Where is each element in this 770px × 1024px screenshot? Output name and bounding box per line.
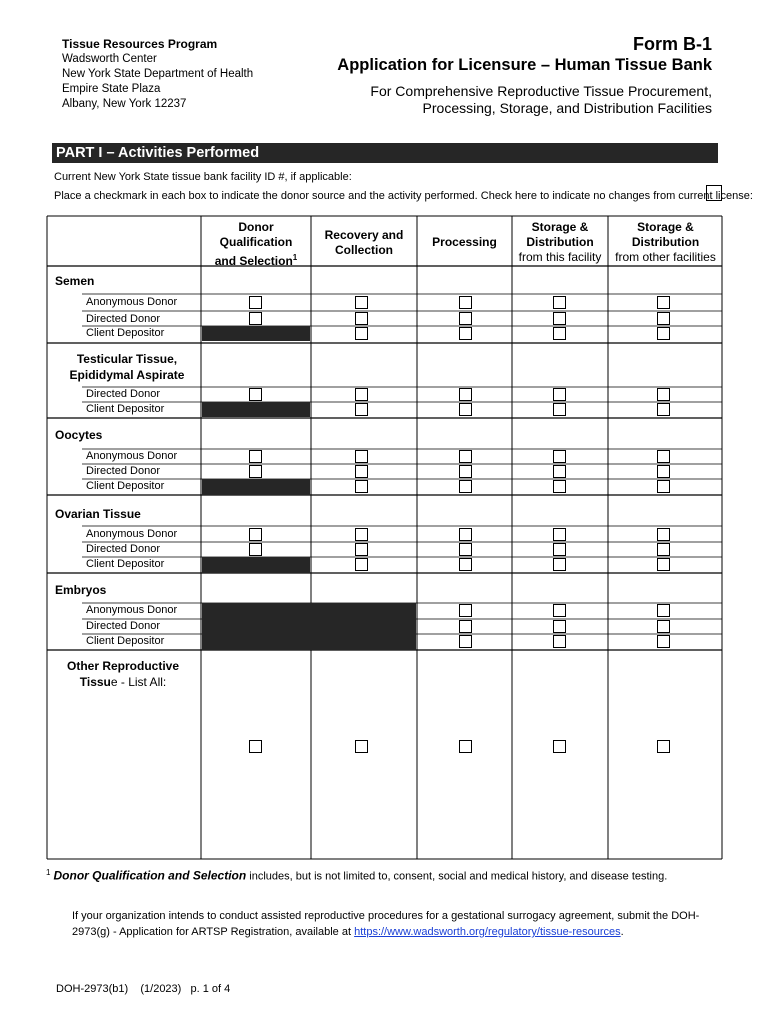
activity-checkbox[interactable] — [657, 296, 670, 309]
activity-checkbox[interactable] — [553, 543, 566, 556]
activity-checkbox[interactable] — [459, 604, 472, 617]
activity-checkbox[interactable] — [553, 480, 566, 493]
row-label-oocytes-directed: Directed Donor — [86, 465, 160, 477]
activity-checkbox[interactable] — [553, 465, 566, 478]
row-label-embryos-client: Client Depositor — [86, 635, 165, 647]
shaded-cell — [202, 479, 310, 495]
row-label-ovarian-anonymous: Anonymous Donor — [86, 528, 178, 540]
column-header-donor-qualification: Donor Qualification and Selection$^1$ — [214, 220, 298, 268]
document-footer: DOH-2973(b1) (1/2023) p. 1 of 4 — [56, 983, 231, 995]
activity-checkbox[interactable] — [249, 528, 262, 541]
activity-checkbox[interactable] — [657, 528, 670, 541]
row-label-oocytes-anonymous: Anonymous Donor — [86, 450, 178, 462]
activity-checkbox[interactable] — [355, 465, 368, 478]
section-title-ovarian-tissue: Ovarian Tissue — [55, 507, 141, 521]
activity-checkbox[interactable] — [459, 558, 472, 571]
instruction-text: Place a checkmark in each box to indicate the donor source and the activity performed. Check here to indicate no changes from current license: — [54, 190, 753, 202]
shaded-cell — [202, 603, 416, 650]
activity-checkbox[interactable] — [657, 465, 670, 478]
activity-checkbox[interactable] — [249, 543, 262, 556]
activity-checkbox[interactable] — [553, 604, 566, 617]
row-label-embryos-anonymous: Anonymous Donor — [86, 604, 178, 616]
activity-checkbox[interactable] — [459, 543, 472, 556]
footnote: $^1$ Donor Qualification and Selection includes, but is not limited to, consent, social and medical history, and disease testing. — [46, 868, 668, 883]
activity-checkbox[interactable] — [553, 620, 566, 633]
activity-checkbox[interactable] — [355, 543, 368, 556]
activity-checkbox[interactable] — [459, 388, 472, 401]
activity-checkbox[interactable] — [459, 620, 472, 633]
activity-checkbox[interactable] — [355, 558, 368, 571]
row-label-oocytes-client: Client Depositor — [86, 480, 165, 492]
activity-checkbox[interactable] — [657, 604, 670, 617]
address-line: New York State Department of Health — [62, 68, 254, 80]
activity-checkbox[interactable] — [355, 327, 368, 340]
activity-checkbox[interactable] — [355, 450, 368, 463]
shaded-cell — [202, 557, 310, 573]
activity-checkbox[interactable] — [459, 528, 472, 541]
address-line: Empire State Plaza — [62, 83, 161, 95]
activity-checkbox[interactable] — [249, 740, 262, 753]
activity-checkbox[interactable] — [249, 465, 262, 478]
activity-checkbox[interactable] — [459, 740, 472, 753]
activity-checkbox[interactable] — [657, 740, 670, 753]
section-title-testicular-tissue: Testicular Tissue, Epididymal Aspirate — [69, 352, 185, 382]
row-label-testicular-client: Client Depositor — [86, 403, 165, 415]
activity-checkbox[interactable] — [657, 312, 670, 325]
activity-checkbox[interactable] — [553, 403, 566, 416]
section-title-semen: Semen — [55, 274, 95, 288]
section-title-oocytes: Oocytes — [55, 428, 103, 442]
row-label-semen-anonymous: Anonymous Donor — [86, 296, 178, 308]
activity-checkbox[interactable] — [459, 296, 472, 309]
activity-checkbox[interactable] — [459, 403, 472, 416]
activity-checkbox[interactable] — [553, 327, 566, 340]
column-header-recovery-collection: Recovery and Collection — [324, 228, 404, 257]
column-header-storage-other-facilities: Storage & Distribution from other facilities — [615, 220, 716, 264]
activity-checkbox[interactable] — [553, 528, 566, 541]
gestational-surrogacy-note: If your organization intends to conduct assisted reproductive procedures for a gestational surrogacy agreement, submit the DOH-2973(g) - Application for ARTSP Registration, available at https://www.wadsworth.org/regulatory/tissue-resources. — [72, 910, 700, 938]
activity-checkbox[interactable] — [657, 403, 670, 416]
activity-checkbox[interactable] — [459, 465, 472, 478]
activity-checkbox[interactable] — [249, 296, 262, 309]
activity-checkbox[interactable] — [355, 740, 368, 753]
activity-checkbox[interactable] — [459, 450, 472, 463]
activity-checkbox[interactable] — [459, 480, 472, 493]
activity-checkbox[interactable] — [553, 388, 566, 401]
form-number: Form B-1 — [632, 34, 712, 54]
activity-checkbox[interactable] — [657, 480, 670, 493]
form-subtitle-line: Processing, Storage, and Distribution Facilities — [422, 100, 712, 116]
column-header-processing: Processing — [432, 235, 497, 249]
activity-checkbox[interactable] — [459, 312, 472, 325]
activity-checkbox[interactable] — [553, 635, 566, 648]
row-label-semen-client: Client Depositor — [86, 327, 165, 339]
activity-checkbox[interactable] — [553, 740, 566, 753]
section-title-other-reproductive-tissue: Other Reproductive Tissue - List All: — [66, 659, 180, 689]
row-label-ovarian-client: Client Depositor — [86, 558, 165, 570]
activity-checkbox[interactable] — [355, 312, 368, 325]
facility-id-label: Current New York State tissue bank facility ID #, if applicable: — [54, 171, 352, 183]
column-header-storage-this-facility: Storage & Distribution from this facility — [518, 220, 602, 264]
activity-checkbox[interactable] — [657, 450, 670, 463]
row-label-ovarian-directed: Directed Donor — [86, 543, 160, 555]
address-line: Wadsworth Center — [62, 53, 157, 65]
shaded-cell — [202, 326, 310, 341]
activity-checkbox[interactable] — [657, 635, 670, 648]
activity-checkbox[interactable] — [553, 296, 566, 309]
row-label-semen-directed: Directed Donor — [86, 313, 160, 325]
activity-checkbox[interactable] — [355, 296, 368, 309]
activity-checkbox[interactable] — [355, 480, 368, 493]
activity-checkbox[interactable] — [657, 327, 670, 340]
section-title-embryos: Embryos — [55, 583, 107, 597]
activity-checkbox[interactable] — [249, 312, 262, 325]
activity-checkbox[interactable] — [249, 388, 262, 401]
part-title-bar: PART I – Activities Performed — [52, 143, 718, 163]
activity-checkbox[interactable] — [355, 388, 368, 401]
activity-checkbox[interactable] — [355, 403, 368, 416]
form-subtitle-line: For Comprehensive Reproductive Tissue Procurement, — [370, 83, 712, 99]
activity-checkbox[interactable] — [657, 543, 670, 556]
activity-checkbox[interactable] — [553, 312, 566, 325]
activity-checkbox[interactable] — [657, 558, 670, 571]
activity-checkbox[interactable] — [553, 450, 566, 463]
activity-checkbox[interactable] — [459, 635, 472, 648]
row-label-testicular-directed: Directed Donor — [86, 388, 160, 400]
activity-checkbox[interactable] — [355, 528, 368, 541]
activity-checkbox[interactable] — [553, 558, 566, 571]
form-title: Application for Licensure – Human Tissue Bank — [337, 56, 712, 74]
address-line: Albany, New York 12237 — [62, 98, 187, 110]
program-name: Tissue Resources Program — [62, 37, 218, 51]
activity-checkbox[interactable] — [657, 388, 670, 401]
activity-checkbox[interactable] — [459, 327, 472, 340]
activity-checkbox[interactable] — [249, 450, 262, 463]
row-label-embryos-directed: Directed Donor — [86, 620, 160, 632]
activity-checkbox[interactable] — [657, 620, 670, 633]
shaded-cell — [202, 402, 310, 417]
tissue-resources-link[interactable]: https://www.wadsworth.org/regulatory/tissue-resources — [354, 926, 621, 938]
